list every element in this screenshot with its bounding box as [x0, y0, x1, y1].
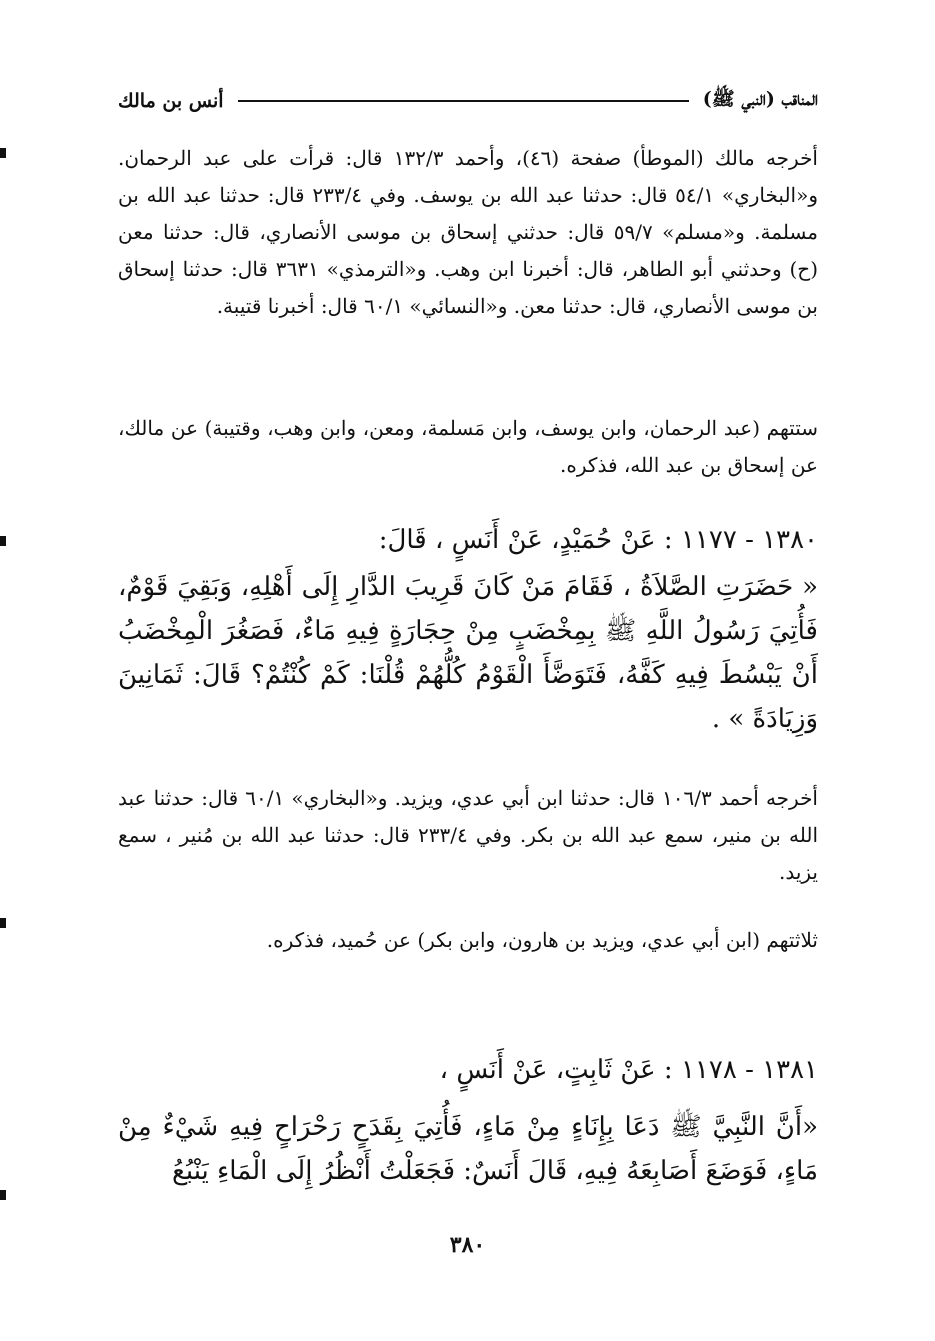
takhrij-paragraph-2: ستتهم (عبد الرحمان، وابن يوسف، وابن مَسلمة، ومعن، وابن وهب، وقتيبة) عن مالك، عن إسحاق بن عبد الله، فذكره. — [118, 416, 818, 477]
scan-edge-mark — [0, 1190, 6, 1200]
header-chapter-title: المناقب (النبي ﷺ) — [702, 88, 818, 110]
running-header — [118, 86, 818, 116]
scan-edge-mark — [0, 148, 6, 158]
hadith-text-2: «أَنَّ النَّبِيَّ ﷺ دَعَا بِإِنَاءٍ مِنْ مَاءٍ، فَأُتِيَ بِقَدَحٍ رَحْرَاحٍ فِيهِ شَيْءٌ مِنْ مَاءٍ، فَوَضَعَ أَصَابِعَهُ فِيهِ، قَالَ أَنَسٌ: فَجَعَلْتُ أَنْظُرُ إِلَى الْمَاءِ يَنْبُعُ — [118, 1112, 818, 1186]
header-rule — [238, 100, 689, 102]
takhrij-paragraph-3: أخرجه أحمد ١٠٦/٣ قال: حدثنا ابن أبي عدي، ويزيد. و«البخاري» ٦٠/١ قال: حدثنا عبد الله بن منير، سمع عبد الله بن بكر. وفي ٢٣٣/٤ قال: حدثنا عبد الله بن مُنير ، سمع يزيد. — [118, 786, 818, 884]
hadith-text-1: « حَضَرَتِ الصَّلاَةُ ، فَقَامَ مَنْ كَانَ قَرِيبَ الدَّارِ إِلَى أَهْلِهِ، وَبَقِيَ قَوْمٌ، فَأُتِيَ رَسُولُ اللَّهِ ﷺ بِمِخْضَبٍ مِنْ حِجَارَةٍ فِيهِ مَاءٌ، فَصَغُرَ الْمِخْضَبُ أَنْ يَبْسُطَ فِيهِ كَفَّهُ، فَتَوَضَّأَ الْقَوْمُ كُلُّهُمْ قُلْنَا: كَمْ كُنْتُمْ؟ قَالَ: ثَمَانِينَ وَزِيَادَةً » . — [118, 572, 818, 734]
takhrij-paragraph-1: أخرجه مالك (الموطأ) صفحة (٤٦)، وأحمد ١٣٢/٣ قال: قرأت على عبد الرحمان. و«البخاري» ٥٤/١ قال: حدثنا عبد الله بن يوسف. وفي ٢٣٣/٤ قال: حدثنا عبد الله بن مسلمة. و«مسلم» ٥٩/٧ قال: حدثني إسحاق بن موسى الأنصاري، قال: حدثنا معن (ح) وحدثني أبو الطاهر، قال: أخبرنا ابن وهب. و«الترمذي» ٣٦٣١ قال: حدثنا إسحاق بن موسى الأنصاري، قال: حدثنا معن. و«النسائي» ٦٠/١ قال: أخبرنا قتيبة. — [118, 146, 818, 318]
header-section-title: أنس بن مالك — [118, 90, 224, 112]
hadith-heading-2: ١٣٨١ - ١١٧٨ : عَنْ ثَابِتٍ، عَنْ أَنَسٍ ، — [439, 1055, 818, 1085]
hadith-heading-1: ١٣٨٠ - ١١٧٧ : عَنْ حُمَيْدٍ، عَنْ أَنَسٍ ، قَالَ: — [378, 525, 818, 555]
page-number: ٣٨٠ — [449, 1232, 486, 1258]
takhrij-paragraph-4: ثلاثتهم (ابن أبي عدي، ويزيد بن هارون، وابن بكر) عن حُميد، فذكره. — [266, 928, 818, 952]
scan-edge-mark — [0, 918, 6, 928]
scan-edge-mark — [0, 536, 6, 546]
